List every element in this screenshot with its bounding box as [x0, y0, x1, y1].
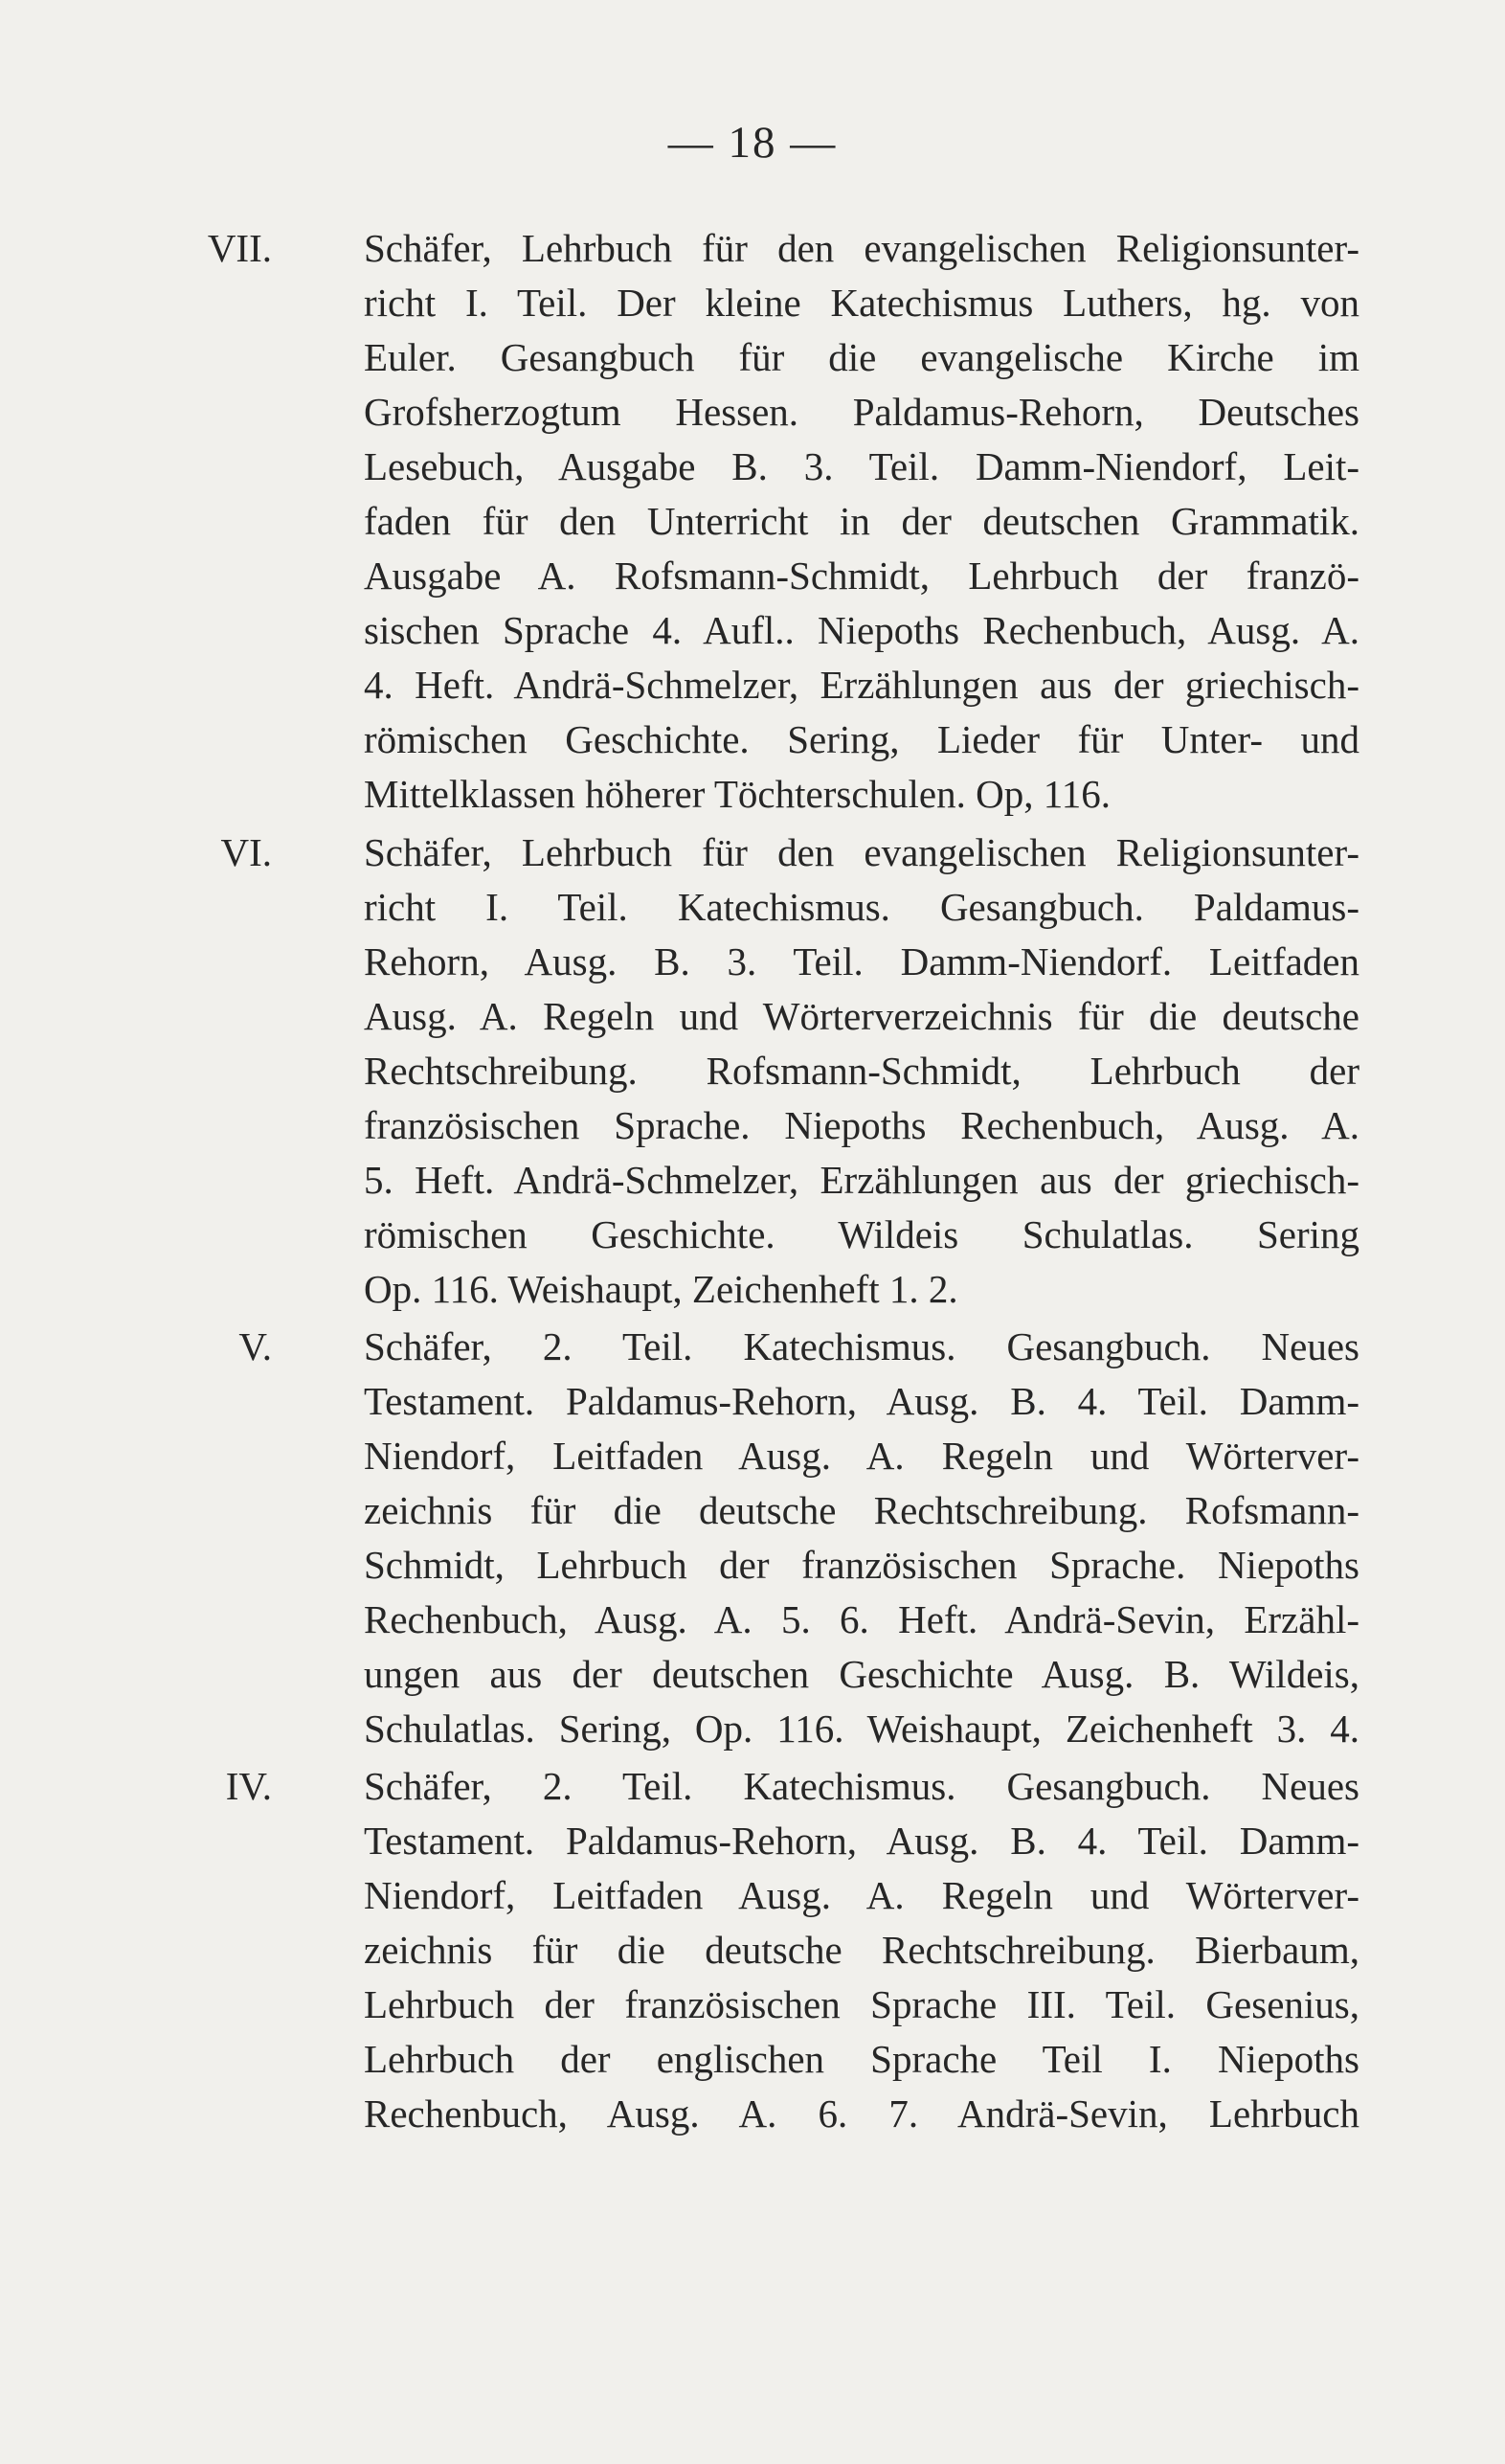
text-line: Rehorn, Ausg. B. 3. Teil. Damm-Niendorf. Leitfaden — [364, 939, 1359, 983]
text-line: Op. 116. Weishaupt, Zeichenheft 1. 2. — [364, 1267, 958, 1311]
text-line: zeichnis für die deutsche Rechtschreibung. Bierbaum, — [364, 1928, 1359, 1972]
text-line: ungen aus der deutschen Geschichte Ausg. B. Wildeis, — [364, 1652, 1359, 1696]
text-line: Schulatlas. Sering, Op. 116. Weishaupt, Zeichenheft 3. 4. — [364, 1707, 1359, 1751]
text-line: richt I. Teil. Der kleine Katechismus Luthers, hg. von — [364, 281, 1359, 325]
text-line: Mittelklassen höherer Töchterschulen. Op, 116. — [364, 772, 1111, 816]
text-line: 5. Heft. Andrä-Schmelzer, Erzählungen aus der griechisch- — [364, 1158, 1359, 1202]
text-line: Rechenbuch, Ausg. A. 5. 6. Heft. Andrä-Sevin, Erzähl- — [364, 1597, 1359, 1641]
text-line: Lehrbuch der französischen Sprache III. Teil. Gesenius, — [364, 1982, 1359, 2026]
class-entry-v — [238, 1320, 1359, 1756]
text-line: Lesebuch, Ausgabe B. 3. Teil. Damm-Niendorf, Leit- — [364, 444, 1359, 488]
text-line: Niendorf, Leitfaden Ausg. A. Regeln und Wörterver- — [364, 1873, 1359, 1917]
text-line: faden für den Unterricht in der deutschen Grammatik. — [364, 499, 1359, 543]
class-entry-iv — [225, 1759, 1359, 2141]
text-line: zeichnis für die deutsche Rechtschreibung. Rofsmann- — [364, 1488, 1359, 1532]
text-line: Ausgabe A. Rofsmann-Schmidt, Lehrbuch der franzö- — [364, 554, 1359, 598]
text-line: römischen Geschichte. Wildeis Schulatlas. Sering — [364, 1212, 1359, 1256]
class-entry-vi — [220, 825, 1359, 1317]
text-line: Niendorf, Leitfaden Ausg. A. Regeln und Wörterver- — [364, 1434, 1359, 1478]
text-line: Rechenbuch, Ausg. A. 6. 7. Andrä-Sevin, Lehrbuch — [364, 2091, 1359, 2136]
class-label: IV. — [225, 1764, 272, 1808]
text-line: Testament. Paldamus-Rehorn, Ausg. B. 4. Teil. Damm- — [364, 1819, 1359, 1863]
text-line: Grofsherzogtum Hessen. Paldamus-Rehorn, Deutsches — [364, 390, 1359, 434]
text-line: Schäfer, Lehrbuch für den evangelischen Religionsunter- — [364, 226, 1359, 270]
class-label: VI. — [220, 830, 272, 874]
text-line: Rechtschreibung. Rofsmann-Schmidt, Lehrbuch der — [364, 1049, 1359, 1093]
text-line: 4. Heft. Andrä-Schmelzer, Erzählungen aus der griechisch- — [364, 663, 1359, 707]
text-line: Schäfer, 2. Teil. Katechismus. Gesangbuch. Neues — [364, 1764, 1359, 1808]
text-line: römischen Geschichte. Sering, Lieder für Unter- und — [364, 717, 1359, 761]
text-line: Lehrbuch der englischen Sprache Teil I. Niepoths — [364, 2037, 1359, 2081]
class-label: V. — [238, 1324, 272, 1368]
text-line: richt I. Teil. Katechismus. Gesangbuch. Paldamus- — [364, 885, 1359, 929]
text-line: Testament. Paldamus-Rehorn, Ausg. B. 4. Teil. Damm- — [364, 1379, 1359, 1423]
class-entry-vii — [207, 221, 1359, 822]
text-line: französischen Sprache. Niepoths Rechenbuch, Ausg. A. — [364, 1103, 1359, 1147]
class-label: VII. — [207, 226, 272, 270]
text-line: Euler. Gesangbuch für die evangelische Kirche im — [364, 335, 1359, 379]
text-line: Ausg. A. Regeln und Wörterverzeichnis für die deutsche — [364, 994, 1359, 1038]
page-number: — 18 — — [667, 118, 838, 168]
text-line: Schäfer, 2. Teil. Katechismus. Gesangbuch. Neues — [364, 1324, 1359, 1368]
text-line: Schäfer, Lehrbuch für den evangelischen Religionsunter- — [364, 830, 1359, 874]
text-line: Schmidt, Lehrbuch der französischen Sprache. Niepoths — [364, 1543, 1359, 1587]
text-line: sischen Sprache 4. Aufl.. Niepoths Rechenbuch, Ausg. A. — [364, 608, 1359, 652]
